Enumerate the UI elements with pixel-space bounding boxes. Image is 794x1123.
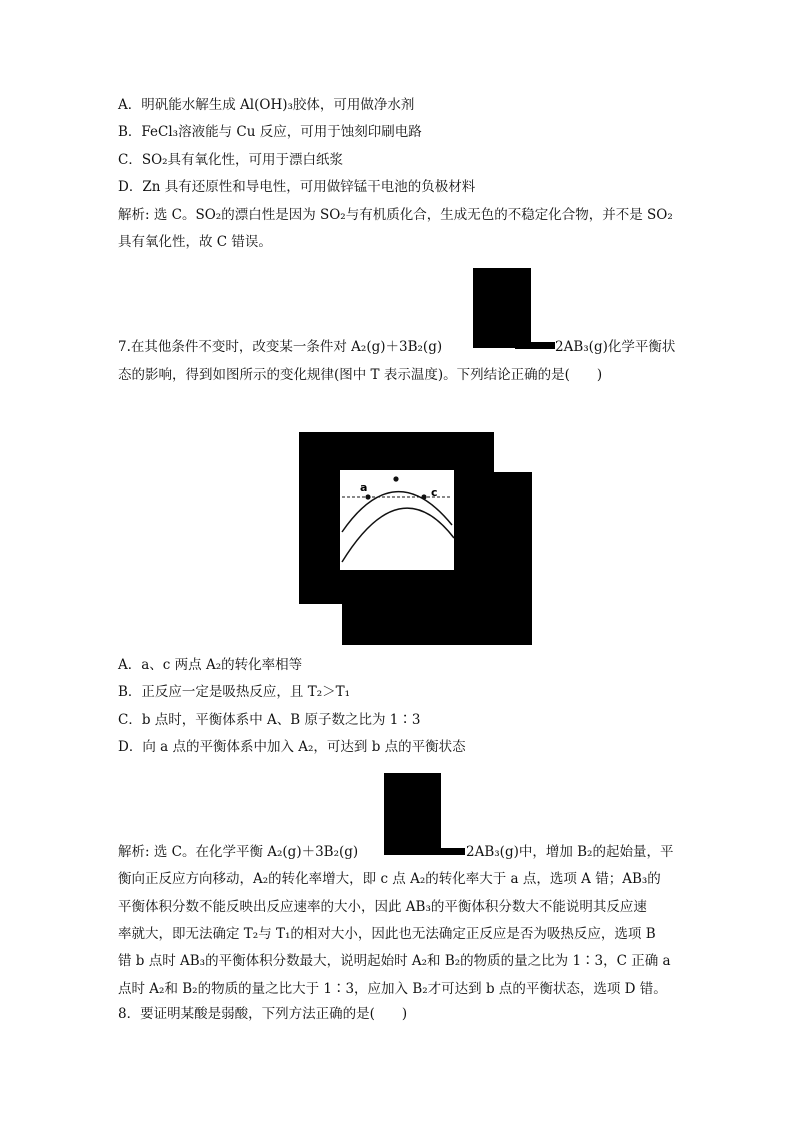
q7-option-d: D．向 a 点的平衡体系中加入 A₂，可达到 b 点的平衡状态 bbox=[118, 739, 466, 755]
q7-option-b: B．正反应一定是吸热反应，且 T₂＞T₁ bbox=[118, 684, 351, 700]
q7-option-c: C．b 点时，平衡体系中 A、B 原子数之比为 1∶3 bbox=[118, 712, 421, 728]
q7-option-a: A．a、c 两点 A₂的转化率相等 bbox=[118, 657, 303, 673]
q7-analysis-line-3: 率就大，即无法确定 T₂与 T₁的相对大小，因此也无法确定正反应是否为吸热反应，选项 B bbox=[118, 926, 656, 942]
q6-option-d: D．Zn 具有还原性和导电性，可用做锌锰干电池的负极材料 bbox=[118, 179, 476, 195]
q7-analysis-line-2: 平衡体积分数不能反映出反应速率的大小，因此 AB₃的平衡体积分数大不能说明其反应速 bbox=[118, 899, 647, 915]
q7-stem-part2: 2AB₃(g)化学平衡状 bbox=[555, 339, 676, 355]
equilibrium-arrow-image-2-tail bbox=[425, 848, 465, 855]
q7-analysis-part1: 解析: 选 C。在化学平衡 A₂(g)＋3B₂(g) bbox=[118, 844, 359, 860]
q6-option-b: B．FeCl₃溶液能与 Cu 反应，可用于蚀刻印刷电路 bbox=[118, 124, 422, 140]
curve-lower bbox=[342, 508, 454, 562]
q7-analysis-line-1: 衡向正反应方向移动，A₂的转化率增大，即 c 点 A₂的转化率大于 a 点，选项 A 错；AB₃的 bbox=[118, 871, 661, 887]
q6-analysis-line-1: 解析: 选 C。SO₂的漂白性是因为 SO₂与有机质化合，生成无色的不稳定化合物，并不是 SO₂ bbox=[118, 207, 673, 223]
equilibrium-arrow-image-2 bbox=[384, 773, 441, 855]
q8-stem: 8．要证明某酸是弱酸，下列方法正确的是( ) bbox=[118, 1006, 408, 1022]
q7-analysis-line-5: 点时 A₂和 B₂的物质的量之比大于 1∶3，应加入 B₂才可达到 b 点的平衡状态，选项 D 错。 bbox=[118, 981, 667, 997]
q6-option-c: C．SO₂具有氧化性，可用于漂白纸浆 bbox=[118, 152, 344, 168]
label-c: c bbox=[431, 486, 438, 499]
q7-stem-part1: 7.在其他条件不变时，改变某一条件对 A₂(g)＋3B₂(g) bbox=[118, 339, 443, 355]
q7-analysis-part2: 2AB₃(g)中，增加 B₂的起始量，平 bbox=[466, 844, 674, 860]
equilibrium-arrow-image-tail bbox=[515, 342, 555, 349]
q6-option-a: A．明矾能水解生成 Al(OH)₃胶体，可用做净水剂 bbox=[118, 97, 415, 113]
label-a: a bbox=[360, 481, 368, 494]
q7-stem-line2: 态的影响，得到如图所示的变化规律(图中 T 表示温度)。下列结论正确的是( ) bbox=[118, 367, 603, 383]
figure-graph bbox=[340, 470, 454, 570]
point-a bbox=[365, 494, 370, 499]
q7-analysis-line-4: 错 b 点时 AB₃的平衡体积分数最大，说明起始时 A₂和 B₂的物质的量之比为 1∶3，C 正确 a bbox=[118, 953, 671, 969]
q6-analysis-line-2: 具有氧化性，故 C 错误。 bbox=[118, 234, 272, 250]
point-c bbox=[421, 494, 426, 499]
equilibrium-arrow-image bbox=[473, 268, 531, 348]
point-b bbox=[393, 476, 398, 481]
conversion-curves bbox=[340, 470, 454, 570]
